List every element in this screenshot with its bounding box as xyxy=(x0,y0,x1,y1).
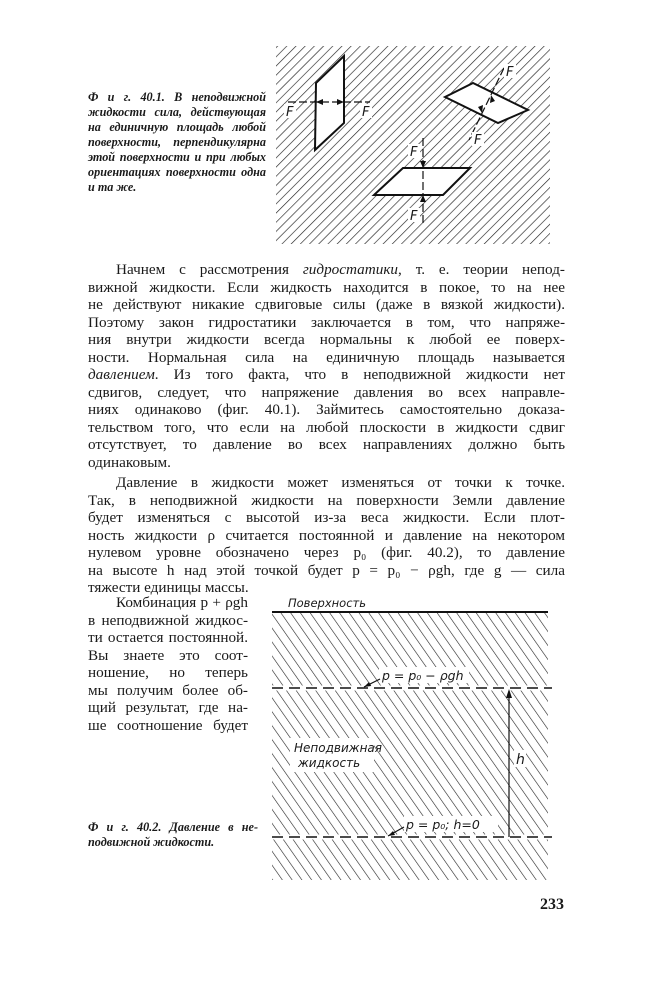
text-line: ниях одинаково (фиг. 40.1). Займитесь самостоятельно доказа- xyxy=(88,401,565,418)
text-line: ти остается постоянной. xyxy=(88,629,248,646)
text-line: ношение, но теперь xyxy=(88,664,248,681)
caption-line: жидкости сила, действующая xyxy=(88,105,266,119)
caption-line: подвижной жидкости. xyxy=(88,835,215,849)
force-label: F xyxy=(474,133,482,148)
text-line: нулевом уровне обозначено через p₀ (фиг. 40.2), то давление xyxy=(88,544,565,561)
text-line: тяжести единицы массы. xyxy=(88,579,249,596)
level-label-top: p = p₀ − ρgh xyxy=(382,668,464,683)
force-label: F xyxy=(410,145,418,160)
text-line: Вы знаете это соот- xyxy=(88,646,248,664)
text-line: тельством того, что если на любой плоскости в жидкости сдвиг xyxy=(88,418,565,436)
text-line: ности. Нормальная сила на единичную площадь называется xyxy=(88,348,565,366)
text-line: отсутствует, то давление во всех направлениях должно быть xyxy=(88,436,565,453)
text-span: . Из того факта, что в неподвижной жидкости нет xyxy=(154,366,565,383)
text-span: Начнем с рассмотрения xyxy=(116,261,303,278)
text-span: , т. е. теории непод- xyxy=(398,261,565,278)
text-line: ния внутри жидкости всегда нормальны к любой ее поверх- xyxy=(88,331,565,348)
height-label: h xyxy=(516,752,525,768)
fluid-label: Неподвижная xyxy=(294,741,382,755)
caption-line: ориентациях поверхности одна xyxy=(88,165,266,179)
caption-line: на единичную площадь любой xyxy=(88,120,266,134)
text-line: ность жидкости ρ считается постоянной и давление на некотором xyxy=(88,526,565,544)
caption-line: Ф и г. 40.2. Давление в не- xyxy=(88,820,258,834)
text-line: Так, в неподвижной жидкости на поверхности Земли давление xyxy=(88,491,565,509)
text-line: мы получим более об- xyxy=(88,681,248,699)
text-line: щий результат, где на- xyxy=(88,699,248,716)
text-line: Поэтому закон гидростатики заключается в том, что напряже- xyxy=(88,313,565,331)
text-line xyxy=(88,366,565,384)
figure-40-2-caption xyxy=(88,820,258,850)
text-line: на высоте h над этой точкой будет p = p₀ − ρgh, где g — сила xyxy=(88,561,565,579)
force-label: F xyxy=(506,65,514,80)
text-line: одинаковым. xyxy=(88,453,171,471)
force-label: F xyxy=(362,105,370,120)
figure-40-1 xyxy=(272,42,552,247)
text-line: Комбинация p + ρgh xyxy=(116,594,248,611)
page-number: 233 xyxy=(540,896,564,913)
force-label: F xyxy=(410,209,418,224)
caption-line: и та же. xyxy=(88,180,137,194)
term-hydrostatics: гидростатики xyxy=(302,261,399,278)
fluid-label: жидкость xyxy=(298,756,361,770)
term-pressure: давлением xyxy=(88,366,155,383)
figure-40-2 xyxy=(268,595,558,885)
caption-line: Ф и г. 40.1. В неподвижной xyxy=(88,90,266,104)
text-line: Давление в жидкости может изменяться от точки к точке. xyxy=(116,474,565,491)
text-line xyxy=(88,261,565,279)
surface-label: Поверхность xyxy=(288,596,366,610)
text-line: сдвигов, следует, что напряжение давления во всех направле- xyxy=(88,383,565,401)
caption-line: этой поверхности и при любых xyxy=(88,150,266,164)
level-label-bottom: p = p₀; h=0 xyxy=(406,817,480,832)
paragraph-combination xyxy=(88,594,248,734)
text-line: ше соотношение будет xyxy=(88,716,248,734)
caption-line: поверхности, перпендикулярна xyxy=(88,135,266,149)
text-line: будет изменяться с высотой из-за веса жидкости. Если плот- xyxy=(88,509,565,526)
paragraph-hydrostatics xyxy=(88,261,565,471)
text-line: вижной жидкости. Если жидкость находится в покое, то на нее xyxy=(88,278,565,296)
force-label: F xyxy=(286,105,294,120)
paragraph-pressure-variation xyxy=(88,474,565,597)
figure-40-1-caption xyxy=(88,90,266,195)
text-line: не действуют никакие сдвиговые силы (даже в вязкой жидкости). xyxy=(88,296,565,313)
text-line: в неподвижной жидкос- xyxy=(88,611,248,629)
